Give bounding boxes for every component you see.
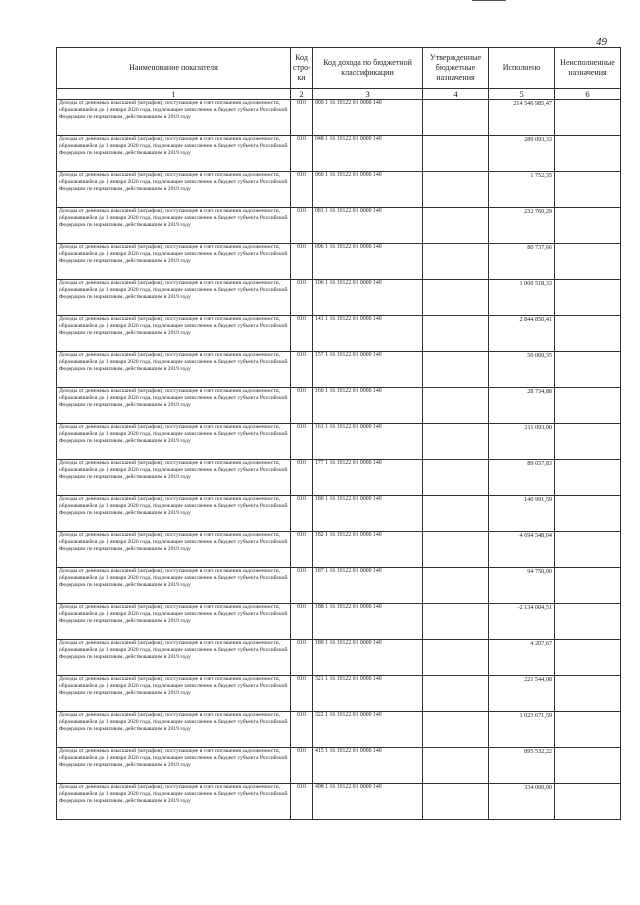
row-executed: 232 760,29: [489, 208, 555, 244]
header-row: [57, 48, 621, 89]
row-executed: 289 093,33: [489, 136, 555, 172]
revenue-table: [56, 47, 621, 820]
header-name: Наименование показателя: [57, 48, 291, 89]
row-approved: [423, 640, 489, 676]
row-name: Доходы от денежных взысканий (штрафов), поступающие в счет погашения задолженности, образовавшейся до 1 января 2020 года, подлежащие зачислению в бюджет субъекта Российской Федерации по нормативам, действовавшим в 2019 году: [57, 712, 291, 748]
row-unexecuted: [555, 568, 621, 604]
column-number-row: [57, 89, 621, 100]
row-revenue-code: 157 1 16 10122 01 0000 140: [313, 352, 423, 388]
row-name: Доходы от денежных взысканий (штрафов), поступающие в счет погашения задолженности, образовавшейся до 1 января 2020 года, подлежащие зачислению в бюджет субъекта Российской Федерации по нормативам, действовавшим в 2019 году: [57, 568, 291, 604]
row-executed: 221 544,08: [489, 676, 555, 712]
row-code: 010: [291, 316, 313, 352]
table-row: [57, 172, 621, 208]
row-revenue-code: 048 1 16 10122 01 0000 140: [313, 136, 423, 172]
top-edge-line: [472, 0, 506, 1]
row-approved: [423, 424, 489, 460]
row-code: 010: [291, 244, 313, 280]
row-unexecuted: [555, 460, 621, 496]
row-executed: 4 694 548,04: [489, 532, 555, 568]
row-unexecuted: [555, 172, 621, 208]
page-number: 49: [596, 36, 607, 48]
row-unexecuted: [555, 100, 621, 136]
row-unexecuted: [555, 424, 621, 460]
row-name: Доходы от денежных взысканий (штрафов), поступающие в счет погашения задолженности, образовавшейся до 1 января 2020 года, подлежащие зачислению в бюджет субъекта Российской Федерации по нормативам, действовавшим в 2019 году: [57, 136, 291, 172]
row-executed: 94 750,00: [489, 568, 555, 604]
row-code: 010: [291, 640, 313, 676]
row-code: 010: [291, 172, 313, 208]
column-number: 6: [555, 89, 621, 100]
table-row: [57, 352, 621, 388]
row-name: Доходы от денежных взысканий (штрафов), поступающие в счет погашения задолженности, образовавшейся до 1 января 2020 года, подлежащие зачислению в бюджет субъекта Российской Федерации по нормативам, действовавшим в 2019 году: [57, 352, 291, 388]
row-executed: 2 844 850,41: [489, 316, 555, 352]
row-executed: 80 737,66: [489, 244, 555, 280]
row-unexecuted: [555, 352, 621, 388]
row-executed: 1 752,35: [489, 172, 555, 208]
table-row: [57, 712, 621, 748]
row-executed: 50 060,35: [489, 352, 555, 388]
table-row: [57, 316, 621, 352]
row-revenue-code: 060 1 16 10122 01 0000 140: [313, 172, 423, 208]
row-executed: 140 991,59: [489, 496, 555, 532]
row-approved: [423, 136, 489, 172]
row-revenue-code: 161 1 16 10122 01 0000 140: [313, 424, 423, 460]
header-unexecuted: Неисполненные назначения: [555, 48, 621, 89]
row-code: 010: [291, 424, 313, 460]
row-executed: 89 657,83: [489, 460, 555, 496]
row-executed: 28 734,88: [489, 388, 555, 424]
row-code: 010: [291, 352, 313, 388]
table-row: [57, 784, 621, 820]
row-approved: [423, 712, 489, 748]
row-executed: 895 532,22: [489, 748, 555, 784]
row-unexecuted: [555, 532, 621, 568]
row-code: 010: [291, 676, 313, 712]
row-executed: 214 546 985,47: [489, 100, 555, 136]
row-revenue-code: 180 1 16 10122 01 0000 140: [313, 496, 423, 532]
row-code: 010: [291, 280, 313, 316]
row-executed: 211 093,00: [489, 424, 555, 460]
table-row: [57, 136, 621, 172]
row-revenue-code: 182 1 16 10122 01 0000 140: [313, 532, 423, 568]
row-revenue-code: 177 1 16 10122 01 0000 140: [313, 460, 423, 496]
table-row: [57, 208, 621, 244]
row-unexecuted: [555, 244, 621, 280]
table-row: [57, 388, 621, 424]
row-unexecuted: [555, 748, 621, 784]
column-number: 4: [423, 89, 489, 100]
table-row: [57, 532, 621, 568]
row-revenue-code: 141 1 16 10122 01 0000 140: [313, 316, 423, 352]
header-executed: Исполнено: [489, 48, 555, 89]
row-name: Доходы от денежных взысканий (штрафов), поступающие в счет погашения задолженности, образовавшейся до 1 января 2020 года, подлежащие зачислению в бюджет субъекта Российской Федерации по нормативам, действовавшим в 2019 году: [57, 496, 291, 532]
row-name: Доходы от денежных взысканий (штрафов), поступающие в счет погашения задолженности, образовавшейся до 1 января 2020 года, подлежащие зачислению в бюджет субъекта Российской Федерации по нормативам, действовавшим в 2019 году: [57, 748, 291, 784]
row-name: Доходы от денежных взысканий (штрафов), поступающие в счет погашения задолженности, образовавшейся до 1 января 2020 года, подлежащие зачислению в бюджет субъекта Российской Федерации по нормативам, действовавшим в 2019 году: [57, 424, 291, 460]
row-approved: [423, 100, 489, 136]
row-code: 010: [291, 388, 313, 424]
row-unexecuted: [555, 280, 621, 316]
row-unexecuted: [555, 136, 621, 172]
row-revenue-code: 415 1 16 10122 01 0000 140: [313, 748, 423, 784]
table-row: [57, 640, 621, 676]
row-executed: 1 023 671,59: [489, 712, 555, 748]
row-unexecuted: [555, 676, 621, 712]
row-revenue-code: 081 1 16 10122 01 0000 140: [313, 208, 423, 244]
row-executed: 4 207,67: [489, 640, 555, 676]
row-name: Доходы от денежных взысканий (штрафов), поступающие в счет погашения задолженности, образовавшейся до 1 января 2020 года, подлежащие зачислению в бюджет субъекта Российской Федерации по нормативам, действовавшим в 2019 году: [57, 100, 291, 136]
row-code: 010: [291, 712, 313, 748]
column-number: 5: [489, 89, 555, 100]
row-approved: [423, 568, 489, 604]
row-name: Доходы от денежных взысканий (штрафов), поступающие в счет погашения задолженности, образовавшейся до 1 января 2020 года, подлежащие зачислению в бюджет субъекта Российской Федерации по нормативам, действовавшим в 2019 году: [57, 676, 291, 712]
row-executed: -2 134 004,51: [489, 604, 555, 640]
row-name: Доходы от денежных взысканий (штрафов), поступающие в счет погашения задолженности, образовавшейся до 1 января 2020 года, подлежащие зачислению в бюджет субъекта Российской Федерации по нормативам, действовавшим в 2019 году: [57, 604, 291, 640]
row-code: 010: [291, 604, 313, 640]
row-approved: [423, 244, 489, 280]
table-row: [57, 748, 621, 784]
row-code: 010: [291, 784, 313, 820]
header-revenue-code: Код дохода по бюджетной классификации: [313, 48, 423, 89]
row-approved: [423, 316, 489, 352]
row-approved: [423, 676, 489, 712]
row-name: Доходы от денежных взысканий (штрафов), поступающие в счет погашения задолженности, образовавшейся до 1 января 2020 года, подлежащие зачислению в бюджет субъекта Российской Федерации по нормативам, действовавшим в 2019 году: [57, 532, 291, 568]
row-revenue-code: 000 1 16 10122 01 0000 140: [313, 100, 423, 136]
row-unexecuted: [555, 316, 621, 352]
row-code: 010: [291, 208, 313, 244]
row-code: 010: [291, 136, 313, 172]
row-executed: 334 000,00: [489, 784, 555, 820]
header-approved: Утвержденные бюджетные назначения: [423, 48, 489, 89]
row-revenue-code: 498 1 16 10122 01 0000 140: [313, 784, 423, 820]
header-code: Код стро-ки: [291, 48, 313, 89]
row-name: Доходы от денежных взысканий (штрафов), поступающие в счет погашения задолженности, образовавшейся до 1 января 2020 года, подлежащие зачислению в бюджет субъекта Российской Федерации по нормативам, действовавшим в 2019 году: [57, 640, 291, 676]
row-approved: [423, 460, 489, 496]
table-row: [57, 496, 621, 532]
row-unexecuted: [555, 388, 621, 424]
row-unexecuted: [555, 604, 621, 640]
table-row: [57, 604, 621, 640]
row-name: Доходы от денежных взысканий (штрафов), поступающие в счет погашения задолженности, образовавшейся до 1 января 2020 года, подлежащие зачислению в бюджет субъекта Российской Федерации по нормативам, действовавшим в 2019 году: [57, 280, 291, 316]
row-approved: [423, 388, 489, 424]
row-name: Доходы от денежных взысканий (штрафов), поступающие в счет погашения задолженности, образовавшейся до 1 января 2020 года, подлежащие зачислению в бюджет субъекта Российской Федерации по нормативам, действовавшим в 2019 году: [57, 208, 291, 244]
row-name: Доходы от денежных взысканий (штрафов), поступающие в счет погашения задолженности, образовавшейся до 1 января 2020 года, подлежащие зачислению в бюджет субъекта Российской Федерации по нормативам, действовавшим в 2019 году: [57, 460, 291, 496]
row-revenue-code: 160 1 16 10122 01 0000 140: [313, 388, 423, 424]
column-number: 3: [313, 89, 423, 100]
row-revenue-code: 321 1 16 10122 01 0000 140: [313, 676, 423, 712]
row-code: 010: [291, 532, 313, 568]
row-approved: [423, 784, 489, 820]
row-name: Доходы от денежных взысканий (штрафов), поступающие в счет погашения задолженности, образовавшейся до 1 января 2020 года, подлежащие зачислению в бюджет субъекта Российской Федерации по нормативам, действовавшим в 2019 году: [57, 388, 291, 424]
row-revenue-code: 188 1 16 10122 01 0000 140: [313, 604, 423, 640]
row-code: 010: [291, 496, 313, 532]
table-row: [57, 676, 621, 712]
table-row: [57, 280, 621, 316]
column-number: 1: [57, 89, 291, 100]
row-approved: [423, 352, 489, 388]
row-unexecuted: [555, 784, 621, 820]
row-revenue-code: 096 1 16 10122 01 0000 140: [313, 244, 423, 280]
row-revenue-code: 189 1 16 10122 01 0000 140: [313, 640, 423, 676]
row-code: 010: [291, 568, 313, 604]
row-revenue-code: 187 1 16 10122 01 0000 140: [313, 568, 423, 604]
row-approved: [423, 604, 489, 640]
table-row: [57, 100, 621, 136]
row-name: Доходы от денежных взысканий (штрафов), поступающие в счет погашения задолженности, образовавшейся до 1 января 2020 года, подлежащие зачислению в бюджет субъекта Российской Федерации по нормативам, действовавшим в 2019 году: [57, 316, 291, 352]
table-row: [57, 244, 621, 280]
row-unexecuted: [555, 208, 621, 244]
row-executed: 1 000 518,33: [489, 280, 555, 316]
row-revenue-code: 106 1 16 10122 01 0000 140: [313, 280, 423, 316]
row-approved: [423, 280, 489, 316]
column-number: 2: [291, 89, 313, 100]
row-name: Доходы от денежных взысканий (штрафов), поступающие в счет погашения задолженности, образовавшейся до 1 января 2020 года, подлежащие зачислению в бюджет субъекта Российской Федерации по нормативам, действовавшим в 2019 году: [57, 244, 291, 280]
row-approved: [423, 748, 489, 784]
row-code: 010: [291, 100, 313, 136]
row-approved: [423, 496, 489, 532]
row-code: 010: [291, 748, 313, 784]
row-revenue-code: 322 1 16 10122 01 0000 140: [313, 712, 423, 748]
row-approved: [423, 172, 489, 208]
row-name: Доходы от денежных взысканий (штрафов), поступающие в счет погашения задолженности, образовавшейся до 1 января 2020 года, подлежащие зачислению в бюджет субъекта Российской Федерации по нормативам, действовавшим в 2019 году: [57, 784, 291, 820]
table-row: [57, 568, 621, 604]
row-code: 010: [291, 460, 313, 496]
row-approved: [423, 532, 489, 568]
row-unexecuted: [555, 640, 621, 676]
row-name: Доходы от денежных взысканий (штрафов), поступающие в счет погашения задолженности, образовавшейся до 1 января 2020 года, подлежащие зачислению в бюджет субъекта Российской Федерации по нормативам, действовавшим в 2019 году: [57, 172, 291, 208]
row-approved: [423, 208, 489, 244]
row-unexecuted: [555, 496, 621, 532]
table-row: [57, 424, 621, 460]
table-row: [57, 460, 621, 496]
row-unexecuted: [555, 712, 621, 748]
